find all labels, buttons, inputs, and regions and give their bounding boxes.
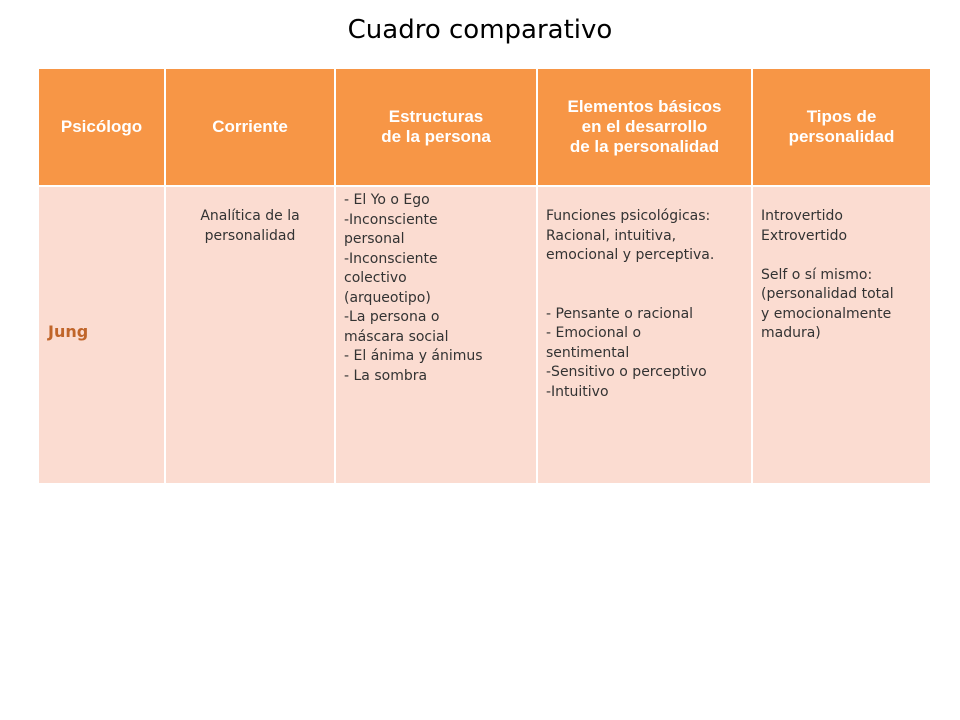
table-row	[38, 186, 931, 484]
cell-psicologo: Jung	[38, 186, 165, 484]
header-corriente: Corriente	[165, 68, 335, 186]
header-tipos: Tipos de personalidad	[752, 68, 931, 186]
cell-tipos: Introvertido Extrovertido Self o sí mismo: (personalidad total y emocionalmente madura)	[752, 186, 931, 484]
page-title: Cuadro comparativo	[347, 15, 613, 45]
comparison-table	[37, 67, 932, 485]
cell-corriente: Analítica de la personalidad	[165, 186, 335, 484]
cell-elementos: Funciones psicológicas: Racional, intuitiva, emocional y perceptiva. - Pensante o racional - Emocional o sentimental -Sensitivo o perceptivo -Intuitivo	[537, 186, 752, 484]
table-header-row	[38, 68, 931, 186]
cell-estructuras: - El Yo o Ego -Inconsciente personal -Inconsciente colectivo (arqueotipo) -La persona o máscara social - El ánima y ánimus - La sombra	[335, 186, 537, 484]
header-psicologo: Psicólogo	[38, 68, 165, 186]
header-elementos: Elementos básicos en el desarrollo de la personalidad	[537, 68, 752, 186]
header-estructuras: Estructuras de la persona	[335, 68, 537, 186]
